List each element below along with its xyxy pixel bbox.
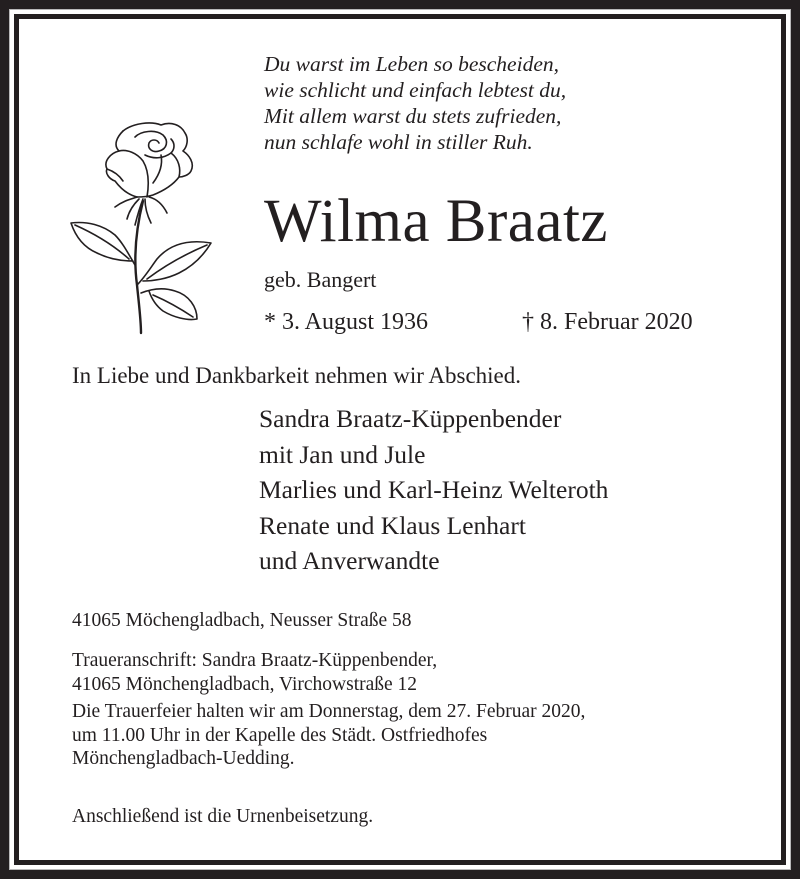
mourner: und Anverwandte bbox=[259, 546, 440, 575]
mourning-address bbox=[72, 649, 437, 696]
mourner: Renate und Klaus Lenhart bbox=[259, 510, 526, 540]
service-details bbox=[72, 700, 585, 771]
poem-line: Du warst im Leben so bescheiden, bbox=[264, 52, 559, 76]
poem bbox=[264, 51, 566, 155]
farewell-text: In Liebe und Dankbarkeit nehmen wir Abschied. bbox=[72, 363, 522, 388]
death-date: † 8. Februar 2020 bbox=[522, 309, 693, 335]
mourning-address-line: Traueranschrift: Sandra Braatz-Küppenbender, bbox=[72, 650, 438, 671]
rose-icon bbox=[63, 115, 223, 335]
mourners-list bbox=[259, 401, 608, 579]
service-line: Die Trauerfeier halten wir am Donnerstag, dem 27. Februar 2020, bbox=[72, 701, 586, 722]
mourner: Sandra Braatz-Küppenbender bbox=[259, 404, 562, 433]
obituary-notice bbox=[19, 19, 781, 860]
maiden-name: geb. Bangert bbox=[264, 267, 377, 292]
residence-address: 41065 Möchengladbach, Neusser Straße 58 bbox=[72, 610, 412, 631]
mourning-address-line: 41065 Mönchengladbach, Virchowstraße 12 bbox=[72, 673, 418, 695]
service-line: um 11.00 Uhr in der Kapelle des Städt. Ostfriedhofes bbox=[72, 724, 488, 746]
deceased-name: Wilma Braatz bbox=[264, 188, 608, 255]
birth-date: * 3. August 1936 bbox=[264, 309, 429, 335]
poem-line: nun schlafe wohl in stiller Ruh. bbox=[264, 130, 533, 154]
mourner: mit Jan und Jule bbox=[259, 439, 426, 469]
service-line: Mönchengladbach-Uedding. bbox=[72, 748, 295, 769]
poem-line: Mit allem warst du stets zufrieden, bbox=[264, 104, 562, 128]
mourner: Marlies und Karl-Heinz Welteroth bbox=[259, 475, 609, 504]
poem-line: wie schlicht und einfach lebtest du, bbox=[264, 78, 567, 102]
burial-note: Anschließend ist die Urnenbeisetzung. bbox=[72, 806, 374, 827]
